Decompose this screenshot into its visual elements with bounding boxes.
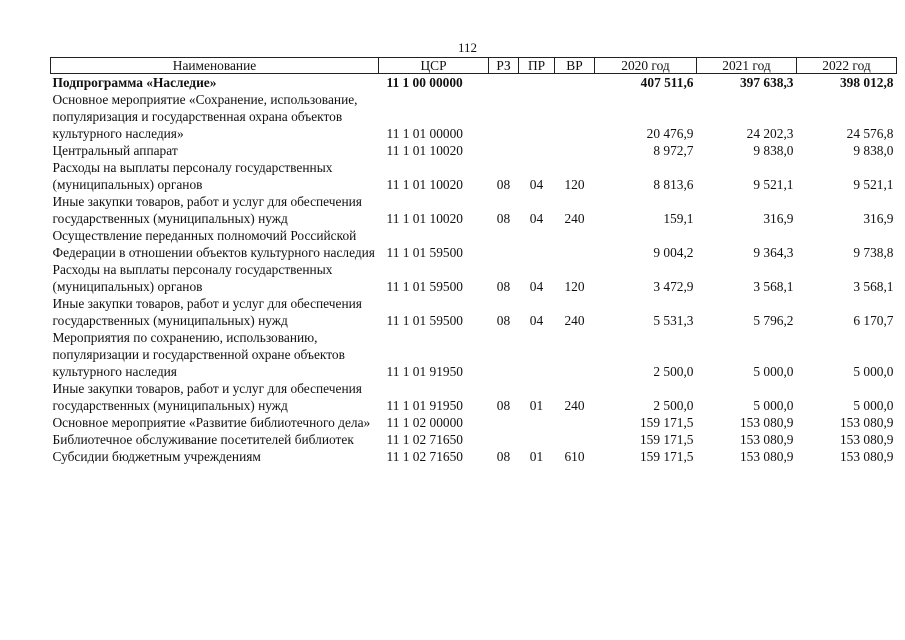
row-name: Иные закупки товаров, работ и услуг для обеспечения государственных (муниципальных) нужд bbox=[52, 381, 362, 413]
row-rz bbox=[489, 227, 519, 261]
row-csr: 11 1 00 00000 bbox=[386, 75, 463, 90]
row-vr bbox=[555, 414, 595, 431]
header-2021: 2021 год bbox=[697, 58, 797, 74]
row-name: Мероприятия по сохранению, использованию, популяризации и государственной охране объектов культурного наследия bbox=[52, 330, 345, 379]
row-name: Осуществление переданных полномочий Российской Федерации в отношении объектов культурного наследия bbox=[52, 228, 375, 260]
row-pr: 01 bbox=[529, 449, 544, 464]
row-pr: 04 bbox=[529, 211, 544, 226]
row-2020: 3 472,9 bbox=[653, 279, 694, 294]
table-row bbox=[51, 380, 897, 414]
row-2021: 24 202,3 bbox=[746, 126, 794, 141]
table-header-row bbox=[51, 58, 897, 74]
row-2021: 5 796,2 bbox=[753, 313, 794, 328]
table-row bbox=[51, 74, 897, 92]
row-pr bbox=[519, 142, 555, 159]
row-2020: 20 476,9 bbox=[646, 126, 694, 141]
table-row bbox=[51, 261, 897, 295]
row-csr: 11 1 01 00000 bbox=[386, 126, 463, 141]
row-vr: 120 bbox=[564, 279, 585, 294]
row-csr: 11 1 02 00000 bbox=[386, 415, 463, 430]
row-pr bbox=[519, 329, 555, 380]
row-rz: 08 bbox=[496, 398, 511, 413]
row-2021: 5 000,0 bbox=[753, 398, 794, 413]
row-name: Иные закупки товаров, работ и услуг для обеспечения государственных (муниципальных) нужд bbox=[52, 296, 362, 328]
row-rz: 08 bbox=[496, 449, 511, 464]
row-2020: 159 171,5 bbox=[639, 415, 694, 430]
row-csr: 11 1 02 71650 bbox=[386, 432, 463, 447]
row-2021: 9 521,1 bbox=[753, 177, 794, 192]
row-vr bbox=[555, 142, 595, 159]
header-2022: 2022 год bbox=[797, 58, 897, 74]
row-2021: 3 568,1 bbox=[753, 279, 794, 294]
row-csr: 11 1 01 59500 bbox=[386, 245, 463, 260]
row-pr: 01 bbox=[529, 398, 544, 413]
row-2020: 159 171,5 bbox=[639, 449, 694, 464]
row-name: Субсидии бюджетным учреждениям bbox=[52, 449, 261, 464]
row-2022: 3 568,1 bbox=[853, 279, 894, 294]
row-rz: 08 bbox=[496, 313, 511, 328]
row-vr bbox=[555, 74, 595, 92]
row-rz bbox=[489, 414, 519, 431]
row-2020: 2 500,0 bbox=[653, 398, 694, 413]
row-rz bbox=[489, 91, 519, 142]
row-2022: 6 170,7 bbox=[853, 313, 894, 328]
row-pr: 04 bbox=[529, 177, 544, 192]
row-rz bbox=[489, 431, 519, 448]
header-name: Наименование bbox=[51, 58, 379, 74]
row-2021: 153 080,9 bbox=[739, 449, 794, 464]
row-2022: 153 080,9 bbox=[839, 415, 894, 430]
row-2022: 5 000,0 bbox=[853, 398, 894, 413]
row-2022: 9 838,0 bbox=[853, 143, 894, 158]
row-rz: 08 bbox=[496, 177, 511, 192]
row-csr: 11 1 01 10020 bbox=[386, 177, 463, 192]
row-2020: 8 813,6 bbox=[653, 177, 694, 192]
table-row bbox=[51, 159, 897, 193]
table-row bbox=[51, 295, 897, 329]
row-2020: 9 004,2 bbox=[653, 245, 694, 260]
row-pr bbox=[519, 91, 555, 142]
row-rz bbox=[489, 142, 519, 159]
row-name: Расходы на выплаты персоналу государственных (муниципальных) органов bbox=[52, 262, 333, 294]
header-rz: РЗ bbox=[489, 58, 519, 74]
row-csr: 11 1 01 91950 bbox=[386, 364, 463, 379]
header-vr: ВР bbox=[555, 58, 595, 74]
row-vr bbox=[555, 431, 595, 448]
row-2021: 153 080,9 bbox=[739, 415, 794, 430]
row-pr bbox=[519, 431, 555, 448]
table-row bbox=[51, 431, 897, 448]
row-2020: 407 511,6 bbox=[640, 75, 694, 90]
row-csr: 11 1 01 10020 bbox=[386, 143, 463, 158]
row-pr: 04 bbox=[529, 279, 544, 294]
row-vr: 120 bbox=[564, 177, 585, 192]
row-csr: 11 1 01 10020 bbox=[386, 211, 463, 226]
row-2022: 153 080,9 bbox=[839, 432, 894, 447]
row-2021: 397 638,3 bbox=[739, 75, 794, 90]
row-pr: 04 bbox=[529, 313, 544, 328]
row-rz bbox=[489, 74, 519, 92]
row-name: Библиотечное обслуживание посетителей библиотек bbox=[52, 432, 354, 447]
row-2022: 316,9 bbox=[863, 211, 894, 226]
row-2021: 9 838,0 bbox=[753, 143, 794, 158]
row-2020: 5 531,3 bbox=[653, 313, 694, 328]
row-name: Основное мероприятие «Развитие библиотечного дела» bbox=[52, 415, 371, 430]
row-2022: 9 521,1 bbox=[853, 177, 894, 192]
row-name: Центральный аппарат bbox=[52, 143, 178, 158]
row-2022: 24 576,8 bbox=[846, 126, 894, 141]
row-name: Иные закупки товаров, работ и услуг для обеспечения государственных (муниципальных) нужд bbox=[52, 194, 362, 226]
table-row bbox=[51, 448, 897, 465]
row-2020: 159,1 bbox=[663, 211, 694, 226]
row-rz: 08 bbox=[496, 211, 511, 226]
table-row bbox=[51, 329, 897, 380]
row-vr: 610 bbox=[564, 449, 585, 464]
row-csr: 11 1 01 59500 bbox=[386, 313, 463, 328]
row-pr bbox=[519, 414, 555, 431]
row-csr: 11 1 01 59500 bbox=[386, 279, 463, 294]
header-pr: ПР bbox=[519, 58, 555, 74]
row-vr bbox=[555, 329, 595, 380]
row-2020: 159 171,5 bbox=[639, 432, 694, 447]
budget-table bbox=[50, 57, 897, 465]
table-row bbox=[51, 91, 897, 142]
header-2020: 2020 год bbox=[595, 58, 697, 74]
row-vr: 240 bbox=[564, 398, 585, 413]
row-2022: 398 012,8 bbox=[839, 75, 894, 90]
row-name: Основное мероприятие «Сохранение, использование, популяризация и государственная охрана объектов культурного наследия» bbox=[52, 92, 358, 141]
row-2021: 9 364,3 bbox=[753, 245, 794, 260]
row-name: Расходы на выплаты персоналу государственных (муниципальных) органов bbox=[52, 160, 333, 192]
page-number: 112 bbox=[458, 40, 478, 55]
row-2020: 2 500,0 bbox=[653, 364, 694, 379]
row-2021: 316,9 bbox=[763, 211, 794, 226]
row-rz bbox=[489, 329, 519, 380]
row-pr bbox=[519, 74, 555, 92]
row-rz: 08 bbox=[496, 279, 511, 294]
table-row bbox=[51, 227, 897, 261]
row-name: Подпрограмма «Наследие» bbox=[52, 75, 217, 90]
row-2021: 5 000,0 bbox=[753, 364, 794, 379]
row-2022: 153 080,9 bbox=[839, 449, 894, 464]
row-2021: 153 080,9 bbox=[739, 432, 794, 447]
table-row bbox=[51, 193, 897, 227]
table-row bbox=[51, 142, 897, 159]
table-row bbox=[51, 414, 897, 431]
row-csr: 11 1 01 91950 bbox=[386, 398, 463, 413]
row-vr: 240 bbox=[564, 211, 585, 226]
row-vr bbox=[555, 227, 595, 261]
row-vr bbox=[555, 91, 595, 142]
row-pr bbox=[519, 227, 555, 261]
row-2022: 5 000,0 bbox=[853, 364, 894, 379]
header-csr: ЦСР bbox=[379, 58, 489, 74]
row-2020: 8 972,7 bbox=[653, 143, 694, 158]
row-vr: 240 bbox=[564, 313, 585, 328]
row-2022: 9 738,8 bbox=[853, 245, 894, 260]
row-csr: 11 1 02 71650 bbox=[386, 449, 463, 464]
